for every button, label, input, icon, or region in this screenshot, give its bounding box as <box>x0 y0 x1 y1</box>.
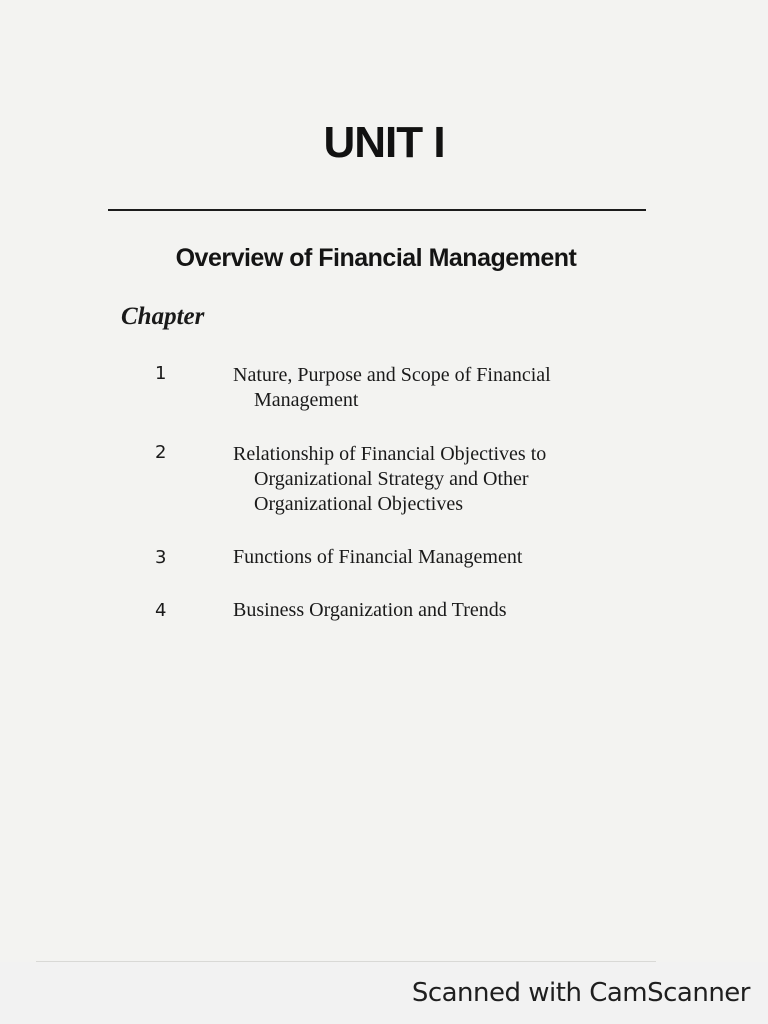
chapter-label: Chapter <box>121 303 205 330</box>
chapter-title-line: Relationship of Financial Objectives to <box>233 443 547 465</box>
chapter-number: 2 <box>155 442 167 463</box>
camscanner-watermark: Scanned with CamScanner <box>411 978 750 1008</box>
chapter-title-line: Business Organization and Trends <box>233 599 507 621</box>
chapter-title <box>233 598 633 623</box>
chapter-title-line: Organizational Objectives <box>254 493 464 515</box>
chapter-title-line: Management <box>254 389 359 411</box>
chapter-number: 1 <box>155 363 167 384</box>
chapter-title <box>233 442 633 517</box>
chapter-title-line: Nature, Purpose and Scope of Financial <box>233 364 551 386</box>
page-edge <box>36 961 656 962</box>
chapter-title <box>233 363 633 413</box>
chapter-number: 3 <box>155 547 167 568</box>
chapter-title <box>233 545 633 570</box>
chapter-title-line: Functions of Financial Management <box>233 546 523 568</box>
unit-title: UNIT I <box>323 118 445 167</box>
chapter-number: 4 <box>155 600 167 621</box>
section-title: Overview of Financial Management <box>175 244 577 272</box>
chapter-title-line: Organizational Strategy and Other <box>254 468 529 490</box>
